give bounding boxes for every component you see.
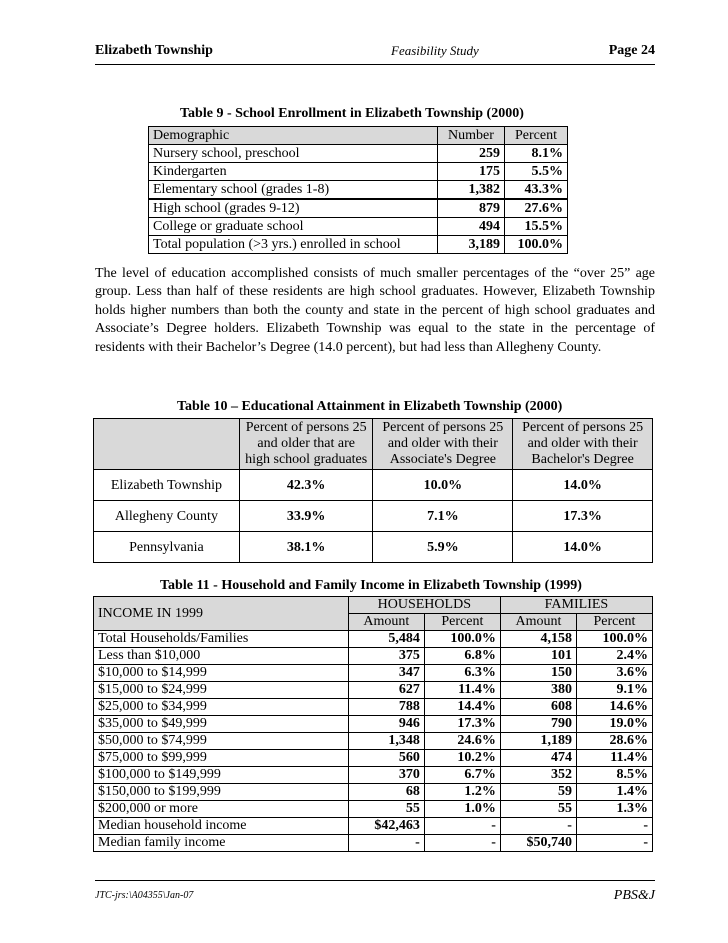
- table-row: [94, 470, 653, 501]
- blank-header-cell: [94, 419, 240, 470]
- cell-value: 788: [348, 699, 424, 716]
- header-document-name: Feasibility Study: [391, 43, 479, 58]
- column-header: [513, 419, 653, 470]
- row-label: $150,000 to $199,999: [94, 784, 349, 801]
- table9-caption: Table 9 - School Enrollment in Elizabeth Township (2000): [180, 106, 524, 121]
- row-label: Elizabeth Township: [94, 470, 240, 501]
- footer-company: PBS&J: [613, 888, 655, 903]
- header-line: Associate's Degree: [389, 452, 497, 467]
- group-header-households: HOUSEHOLDS: [348, 597, 500, 614]
- header-line: and older with their: [527, 436, 638, 451]
- table11-caption: Table 11 - Household and Family Income in Elizabeth Township (1999): [160, 578, 582, 593]
- cell-value: 24.6%: [424, 733, 500, 750]
- cell-number: 175: [438, 163, 505, 181]
- cell-value: 6.7%: [424, 767, 500, 784]
- cell-value: 42.3%: [239, 470, 373, 501]
- cell-value: -: [348, 835, 424, 852]
- header-line: Percent of persons 25: [522, 420, 644, 435]
- cell-value: 627: [348, 682, 424, 699]
- header-line: and older that are: [257, 436, 355, 451]
- cell-value: 17.3%: [424, 716, 500, 733]
- column-header: Demographic: [149, 127, 438, 145]
- row-label: $50,000 to $74,999: [94, 733, 349, 750]
- table-row: [149, 181, 568, 200]
- column-header: [373, 419, 513, 470]
- table-row: [149, 199, 568, 218]
- footer-rule: [95, 880, 655, 881]
- table10-caption: Table 10 – Educational Attainment in Elizabeth Township (2000): [177, 399, 563, 414]
- column-header: Percent: [424, 614, 500, 631]
- income-table-body: [94, 631, 653, 852]
- cell-number: 494: [438, 218, 505, 236]
- school-enrollment-table: [148, 126, 568, 254]
- table-row: [94, 532, 653, 563]
- cell-value: 55: [500, 801, 576, 818]
- row-label: Total Households/Families: [94, 631, 349, 648]
- cell-value: 68: [348, 784, 424, 801]
- table-row: [94, 784, 653, 801]
- row-label: High school (grades 9-12): [149, 199, 438, 218]
- column-header: [239, 419, 373, 470]
- cell-value: 1,348: [348, 733, 424, 750]
- cell-value: 59: [500, 784, 576, 801]
- row-label: Less than $10,000: [94, 648, 349, 665]
- table-header-row: [149, 127, 568, 145]
- cell-value: 11.4%: [576, 750, 652, 767]
- cell-value: -: [576, 818, 652, 835]
- header-line: high school graduates: [245, 452, 368, 467]
- row-label: Median household income: [94, 818, 349, 835]
- table-row: [94, 699, 653, 716]
- cell-percent: 15.5%: [505, 218, 568, 236]
- cell-value: $50,740: [500, 835, 576, 852]
- table-row: [149, 145, 568, 163]
- cell-value: 33.9%: [239, 501, 373, 532]
- cell-value: 1.2%: [424, 784, 500, 801]
- table-row: [94, 733, 653, 750]
- header-line: and older with their: [387, 436, 498, 451]
- column-header: Amount: [348, 614, 424, 631]
- cell-value: 4,158: [500, 631, 576, 648]
- cell-value: $42,463: [348, 818, 424, 835]
- cell-percent: 8.1%: [505, 145, 568, 163]
- header-line: Bachelor's Degree: [531, 452, 634, 467]
- table-row: [94, 835, 653, 852]
- table-row: [94, 818, 653, 835]
- cell-value: 560: [348, 750, 424, 767]
- cell-value: 55: [348, 801, 424, 818]
- cell-value: 14.4%: [424, 699, 500, 716]
- cell-value: 352: [500, 767, 576, 784]
- row-label: $200,000 or more: [94, 801, 349, 818]
- cell-percent: 27.6%: [505, 199, 568, 218]
- income-table: [93, 596, 653, 852]
- cell-value: 14.0%: [513, 470, 653, 501]
- cell-value: 101: [500, 648, 576, 665]
- column-header: Percent: [576, 614, 652, 631]
- page-header: [95, 43, 655, 63]
- cell-number: 879: [438, 199, 505, 218]
- column-header: Percent: [505, 127, 568, 145]
- header-page-number: Page 24: [608, 43, 655, 58]
- cell-value: 370: [348, 767, 424, 784]
- row-label: College or graduate school: [149, 218, 438, 236]
- cell-percent: 43.3%: [505, 181, 568, 200]
- row-label: Pennsylvania: [94, 532, 240, 563]
- cell-percent: 5.5%: [505, 163, 568, 181]
- cell-value: 14.0%: [513, 532, 653, 563]
- cell-value: 1.4%: [576, 784, 652, 801]
- column-header: Number: [438, 127, 505, 145]
- table-row: [94, 631, 653, 648]
- header-rule: [95, 64, 655, 65]
- column-header: Amount: [500, 614, 576, 631]
- table-row: [94, 750, 653, 767]
- header-title: Elizabeth Township: [95, 43, 213, 58]
- cell-value: 1,189: [500, 733, 576, 750]
- cell-percent: 100.0%: [505, 236, 568, 254]
- row-label: $35,000 to $49,999: [94, 716, 349, 733]
- cell-value: 10.0%: [373, 470, 513, 501]
- cell-value: -: [424, 818, 500, 835]
- table-row: [149, 163, 568, 181]
- cell-value: 790: [500, 716, 576, 733]
- cell-value: 19.0%: [576, 716, 652, 733]
- cell-value: 6.8%: [424, 648, 500, 665]
- row-label: $10,000 to $14,999: [94, 665, 349, 682]
- cell-value: -: [424, 835, 500, 852]
- page-footer: [95, 888, 655, 906]
- body-paragraph: The level of education accomplished consists of much smaller percentages of the “over 25” age group. Less than half of these residents are high school graduates. However, Elizabeth Township holds higher numbers than both the county and state in the percent of high school graduates and Associate’s Degree holders. Elizabeth Township was equal to the state in the percentage of residents with their Bachelor’s Degree (14.0 percent), but had less than Allegheny County.: [95, 266, 655, 355]
- cell-value: 8.5%: [576, 767, 652, 784]
- cell-value: 1.3%: [576, 801, 652, 818]
- cell-value: 6.3%: [424, 665, 500, 682]
- cell-value: -: [500, 818, 576, 835]
- row-label: Elementary school (grades 1-8): [149, 181, 438, 200]
- table-row: [94, 716, 653, 733]
- cell-value: 608: [500, 699, 576, 716]
- cell-value: -: [576, 835, 652, 852]
- cell-value: 28.6%: [576, 733, 652, 750]
- table-header-row: [94, 419, 653, 470]
- table-group-header-row: [94, 597, 653, 614]
- cell-value: 380: [500, 682, 576, 699]
- row-label: Nursery school, preschool: [149, 145, 438, 163]
- cell-value: 5.9%: [373, 532, 513, 563]
- educational-attainment-table: [93, 418, 653, 563]
- cell-value: 474: [500, 750, 576, 767]
- row-label: Median family income: [94, 835, 349, 852]
- cell-value: 17.3%: [513, 501, 653, 532]
- table-row: [94, 648, 653, 665]
- cell-value: 5,484: [348, 631, 424, 648]
- cell-value: 100.0%: [424, 631, 500, 648]
- cell-value: 347: [348, 665, 424, 682]
- cell-value: 38.1%: [239, 532, 373, 563]
- row-label: Total population (>3 yrs.) enrolled in school: [149, 236, 438, 254]
- row-label: $75,000 to $99,999: [94, 750, 349, 767]
- row-label: $100,000 to $149,999: [94, 767, 349, 784]
- cell-value: 14.6%: [576, 699, 652, 716]
- cell-number: 259: [438, 145, 505, 163]
- cell-value: 9.1%: [576, 682, 652, 699]
- table-row: [94, 682, 653, 699]
- cell-value: 375: [348, 648, 424, 665]
- table-row: [94, 801, 653, 818]
- table-row: [149, 218, 568, 236]
- footer-reference: JTC-jrs:\A04355\Jan-07: [95, 890, 194, 901]
- row-label: Kindergarten: [149, 163, 438, 181]
- table-row: [94, 665, 653, 682]
- cell-number: 3,189: [438, 236, 505, 254]
- cell-value: 100.0%: [576, 631, 652, 648]
- cell-value: 946: [348, 716, 424, 733]
- row-label: Allegheny County: [94, 501, 240, 532]
- row-label: $15,000 to $24,999: [94, 682, 349, 699]
- cell-value: 11.4%: [424, 682, 500, 699]
- cell-number: 1,382: [438, 181, 505, 200]
- group-header-families: FAMILIES: [500, 597, 652, 614]
- cell-value: 150: [500, 665, 576, 682]
- cell-value: 10.2%: [424, 750, 500, 767]
- cell-value: 1.0%: [424, 801, 500, 818]
- column-header: INCOME IN 1999: [94, 597, 349, 631]
- cell-value: 3.6%: [576, 665, 652, 682]
- table-row: [94, 767, 653, 784]
- table-row-total: [149, 236, 568, 254]
- header-line: Percent of persons 25: [245, 420, 367, 435]
- cell-value: 7.1%: [373, 501, 513, 532]
- header-line: Percent of persons 25: [382, 420, 504, 435]
- table-row: [94, 501, 653, 532]
- row-label: $25,000 to $34,999: [94, 699, 349, 716]
- cell-value: 2.4%: [576, 648, 652, 665]
